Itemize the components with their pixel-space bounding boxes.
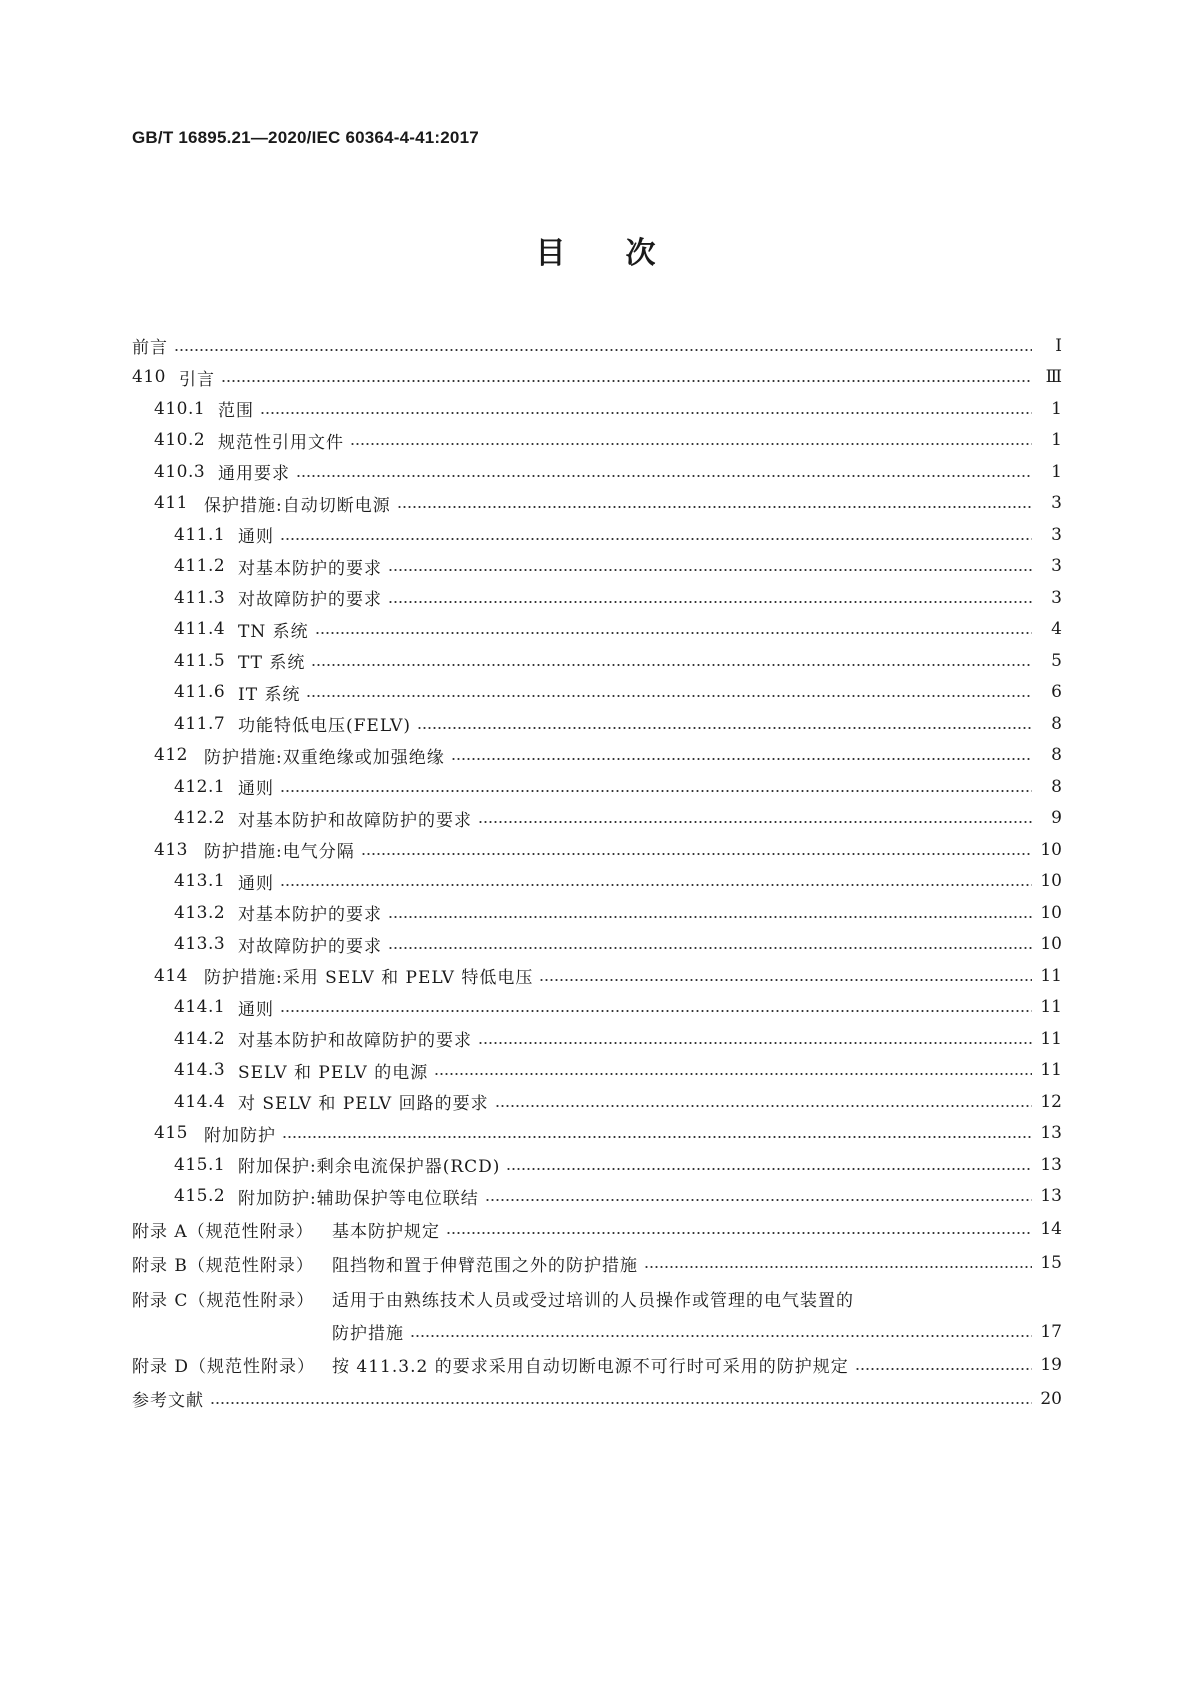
toc-entry-title: TT 系统: [238, 653, 306, 674]
toc-entry-number: 411.7: [174, 713, 226, 734]
dot-leader: [350, 442, 1032, 446]
toc-entry-page: 14: [1040, 1219, 1062, 1239]
toc-entry-415-1[interactable]: [132, 1149, 1062, 1181]
dot-leader: [388, 946, 1032, 950]
toc-entry-page: 10: [1040, 871, 1062, 892]
toc-entry-number: 412: [154, 745, 188, 766]
toc-entry-411-6[interactable]: [132, 677, 1062, 709]
dot-leader: [417, 726, 1032, 730]
toc-entry-title: 阻挡物和置于伸臂范围之外的防护措施: [332, 1255, 638, 1276]
toc-entry-page: 13: [1040, 1186, 1062, 1207]
dot-leader: [478, 1041, 1032, 1045]
toc-entry-411-7[interactable]: [132, 708, 1062, 740]
toc-entry-410-1[interactable]: [132, 393, 1062, 425]
toc-entry-414-4[interactable]: [132, 1086, 1062, 1118]
toc-entry-414[interactable]: [132, 960, 1062, 992]
dot-leader: [388, 600, 1032, 604]
toc-entry-number: 413.2: [174, 902, 226, 923]
toc-entry-page: 3: [1051, 587, 1062, 608]
toc-entry-number: 411: [154, 493, 188, 514]
dot-leader: [451, 757, 1032, 761]
toc-entry-page: 8: [1051, 776, 1062, 797]
toc-entry-title: 前言: [132, 338, 168, 359]
dot-leader: [280, 883, 1032, 887]
toc-entry-title: 对基本防护的要求: [238, 558, 382, 579]
toc-entry-number: 410: [132, 367, 166, 388]
table-of-contents: [132, 330, 1062, 1416]
dot-leader: [221, 379, 1032, 383]
toc-entry-page: 11: [1040, 1060, 1062, 1081]
toc-entry-title: 附加防护:辅助保护等电位联结: [238, 1188, 479, 1209]
dot-leader: [388, 568, 1032, 572]
toc-entry-annex-a[interactable]: [132, 1212, 1062, 1246]
toc-entry-page: 20: [1040, 1388, 1062, 1409]
toc-entry-title: 防护措施:采用 SELV 和 PELV 特低电压: [204, 968, 534, 989]
toc-entry-414-1[interactable]: [132, 992, 1062, 1024]
toc-entry-411-4[interactable]: [132, 614, 1062, 646]
toc-entry-number: 411.5: [174, 650, 226, 671]
toc-entry-412[interactable]: [132, 740, 1062, 772]
toc-entry-411-3[interactable]: [132, 582, 1062, 614]
toc-entry-number: 413.1: [174, 871, 226, 892]
toc-entry-411-2[interactable]: [132, 551, 1062, 583]
annex-label: 附录 D（规范性附录）: [132, 1357, 316, 1377]
toc-entry-number: 412.2: [174, 808, 226, 829]
toc-entry-title: 通用要求: [218, 464, 290, 485]
dot-leader: [260, 411, 1032, 415]
toc-entry-title: 适用于由熟练技术人员或受过培训的人员操作或管理的电气装置的: [332, 1290, 854, 1311]
toc-entry-page: 12: [1040, 1091, 1062, 1112]
toc-entry-410-2[interactable]: [132, 425, 1062, 457]
toc-entry-title: 参考文献: [132, 1391, 204, 1411]
toc-entry-title: 通则: [238, 527, 274, 548]
toc-entry-page: 4: [1051, 619, 1062, 640]
toc-entry-number: 410.2: [154, 430, 206, 451]
toc-entry-page: 11: [1040, 965, 1062, 986]
toc-entry-413-3[interactable]: [132, 929, 1062, 961]
toc-entry-410[interactable]: [132, 362, 1062, 394]
toc-entry-number: 412.1: [174, 776, 226, 797]
toc-entry-412-2[interactable]: [132, 803, 1062, 835]
toc-entry-page: 13: [1040, 1123, 1062, 1144]
toc-entry-page: 8: [1051, 713, 1062, 734]
toc-entry-title: 对故障防护的要求: [238, 936, 382, 957]
toc-entry-413-1[interactable]: [132, 866, 1062, 898]
toc-entry-page: 13: [1040, 1154, 1062, 1175]
dot-leader: [280, 789, 1032, 793]
toc-entry-page: 3: [1051, 524, 1062, 545]
toc-entry-number: 415: [154, 1123, 188, 1144]
dot-leader: [311, 663, 1032, 667]
toc-entry-page: 1: [1051, 430, 1062, 451]
dot-leader: [539, 978, 1032, 982]
toc-entry-415-2[interactable]: [132, 1181, 1062, 1213]
toc-entry-annex-d[interactable]: [132, 1348, 1062, 1382]
toc-entry-title: SELV 和 PELV 的电源: [238, 1062, 429, 1083]
toc-entry-page: 10: [1040, 934, 1062, 955]
dot-leader: [644, 1265, 1032, 1269]
toc-entry-page: 9: [1051, 808, 1062, 829]
toc-entry-414-2[interactable]: [132, 1023, 1062, 1055]
toc-entry-410-3[interactable]: [132, 456, 1062, 488]
dot-leader: [397, 505, 1032, 509]
toc-entry-title: 保护措施:自动切断电源: [204, 495, 391, 516]
dot-leader: [315, 631, 1032, 635]
toc-entry-number: 411.6: [174, 682, 226, 703]
toc-entry-title: 通则: [238, 779, 274, 800]
dot-leader: [280, 1009, 1032, 1013]
dot-leader: [210, 1401, 1032, 1405]
toc-entry-number: 411.2: [174, 556, 226, 577]
toc-entry-title: 基本防护规定: [332, 1221, 440, 1242]
toc-entry-page: 11: [1040, 1028, 1062, 1049]
toc-entry-415[interactable]: [132, 1118, 1062, 1150]
toc-entry-bibliography[interactable]: [132, 1382, 1062, 1416]
toc-entry-title: 功能特低电压(FELV): [238, 716, 412, 737]
annex-label: 附录 C（规范性附录）: [132, 1290, 315, 1311]
toc-entry-annex-c[interactable]: [132, 1280, 1062, 1348]
toc-entry-number: 410.3: [154, 461, 206, 482]
toc-entry-page: Ⅰ: [1055, 335, 1062, 356]
standard-code: GB/T 16895.21—2020/IEC 60364-4-41:2017: [132, 128, 479, 147]
toc-entry-page: 6: [1051, 682, 1062, 703]
annex-label: 附录 A（规范性附录）: [132, 1221, 314, 1242]
toc-entry-title: 对基本防护和故障防护的要求: [238, 1031, 472, 1052]
toc-entry-411-5[interactable]: [132, 645, 1062, 677]
toc-entry-title: 对基本防护和故障防护的要求: [238, 810, 472, 831]
dot-leader: [282, 1135, 1032, 1139]
toc-entry-413-2[interactable]: [132, 897, 1062, 929]
toc-entry-title: 对故障防护的要求: [238, 590, 382, 611]
toc-entry-411[interactable]: [132, 488, 1062, 520]
toc-entry-number: 410.1: [154, 398, 206, 419]
toc-entry-title: 通则: [238, 999, 274, 1020]
dot-leader: [388, 915, 1032, 919]
dot-leader: [361, 852, 1032, 856]
annex-label: 附录 B（规范性附录）: [132, 1255, 314, 1276]
toc-entry-title-continued: 防护措施: [332, 1324, 404, 1345]
toc-entry-title: 按 411.3.2 的要求采用自动切断电源不可行时可采用的防护规定: [332, 1357, 849, 1377]
toc-entry-number: 411.1: [174, 524, 226, 545]
toc-entry-413[interactable]: [132, 834, 1062, 866]
toc-entry-page: 19: [1040, 1354, 1062, 1375]
toc-entry-title: 附加防护: [204, 1125, 276, 1146]
toc-entry-number: 414: [154, 965, 188, 986]
toc-entry-title: 范围: [218, 401, 254, 422]
toc-entry-number: 413: [154, 839, 188, 860]
dot-leader: [306, 694, 1032, 698]
dot-leader: [446, 1231, 1032, 1235]
toc-entry-page: Ⅲ: [1045, 367, 1062, 388]
toc-entry-page: 11: [1040, 997, 1062, 1018]
toc-entry-page: 8: [1051, 745, 1062, 766]
toc-entry-title: 通则: [238, 873, 274, 894]
dot-leader: [410, 1334, 1032, 1338]
toc-entry-title: IT 系统: [238, 684, 301, 705]
dot-leader: [478, 820, 1032, 824]
toc-entry-number: 414.2: [174, 1028, 226, 1049]
toc-entry-number: 411.3: [174, 587, 226, 608]
toc-entry-number: 411.4: [174, 619, 226, 640]
toc-entry-title: 防护措施:双重绝缘或加强绝缘: [204, 747, 445, 768]
toc-entry-number: 415.1: [174, 1154, 226, 1175]
toc-entry-page: 17: [1040, 1321, 1062, 1342]
toc-entry-page: 10: [1040, 902, 1062, 923]
dot-leader: [434, 1072, 1032, 1076]
toc-entry-number: 413.3: [174, 934, 226, 955]
dot-leader: [506, 1167, 1032, 1171]
toc-entry-page: 1: [1051, 398, 1062, 419]
toc-entry-number: 415.2: [174, 1186, 226, 1207]
toc-entry-title: TN 系统: [238, 621, 309, 642]
toc-entry-page: 10: [1040, 839, 1062, 860]
page-title: 目 次: [535, 236, 656, 271]
toc-entry-414-3[interactable]: [132, 1055, 1062, 1087]
dot-leader: [280, 537, 1032, 541]
toc-entry-title: 规范性引用文件: [218, 432, 344, 453]
toc-entry-number: 414.3: [174, 1060, 226, 1081]
toc-entry-title: 对 SELV 和 PELV 回路的要求: [238, 1094, 489, 1115]
dot-leader: [495, 1104, 1032, 1108]
toc-entry-title: 防护措施:电气分隔: [204, 842, 355, 863]
dot-leader: [296, 474, 1032, 478]
toc-entry-412-1[interactable]: [132, 771, 1062, 803]
dot-leader: [855, 1367, 1032, 1371]
toc-entry-foreword[interactable]: [132, 330, 1062, 362]
dot-leader: [485, 1198, 1032, 1202]
toc-entry-page: 5: [1051, 650, 1062, 671]
toc-entry-page: 3: [1051, 493, 1062, 514]
toc-entry-number: 414.4: [174, 1091, 226, 1112]
toc-entry-411-1[interactable]: [132, 519, 1062, 551]
toc-entry-title: 对基本防护的要求: [238, 905, 382, 926]
toc-entry-title: 附加保护:剩余电流保护器(RCD): [238, 1157, 501, 1178]
toc-entry-annex-b[interactable]: [132, 1246, 1062, 1280]
toc-entry-page: 1: [1051, 461, 1062, 482]
toc-entry-title: 引言: [179, 369, 215, 390]
toc-entry-number: 414.1: [174, 997, 226, 1018]
toc-entry-page: 15: [1040, 1253, 1062, 1273]
dot-leader: [174, 348, 1032, 352]
toc-entry-page: 3: [1051, 556, 1062, 577]
